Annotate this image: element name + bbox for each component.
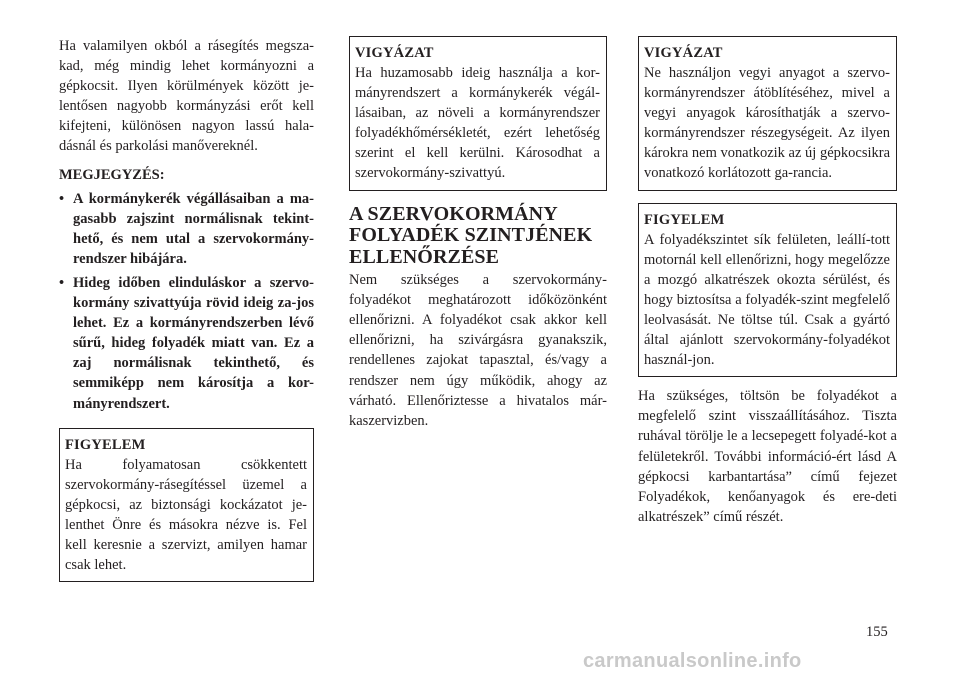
note-item	[59, 189, 314, 269]
note-heading: MEGJEGYZÉS:	[59, 166, 165, 183]
section-heading: A SZERVOKORMÁNY FOLYADÉK SZINTJÉNEK ELLENŐRZÉSE	[349, 202, 593, 268]
warning-box-figyelem	[638, 203, 897, 378]
warning-box-title: FIGYELEM	[644, 211, 725, 228]
left-column	[59, 36, 314, 582]
middle-column	[349, 36, 607, 431]
section-paragraph: Nem szükséges a szervokormány-folyadékot meghatározott időközönként ellenőrizni. A folyadékot csak akkor kell ellenőrizni, ha szivárgásra gyanakszik, rendellenes zajokat tapasztal, és/vagy a rendszer nem úgy működik, ahogy az várható. Ellenőriztesse a hivatalos már-kaszervizben.	[349, 272, 607, 429]
warning-box-title: FIGYELEM	[65, 436, 146, 453]
note-item	[59, 273, 314, 414]
watermark: carmanualsonline.info	[583, 650, 802, 672]
warning-box-text: A folyadékszintet sík felületen, leállí-tott motornál kell ellenőrizni, hogy megelőzze a mozgó alkatrészek okozta sérülést, és hogy biztosítsa a folyadék-szint megfelelő leolvasását. Ne töltse túl. Csak a gyártó által ajánlott szervokormány-folyadékot használ-jon.	[644, 231, 890, 369]
bullet-icon: •	[59, 274, 65, 291]
page-number: 155	[866, 624, 888, 640]
caution-box-title: VIGYÁZAT	[355, 45, 434, 61]
right-column	[638, 36, 897, 527]
caution-box-text: Ne használjon vegyi anyagot a szervo-kormányrendszer átöblítéséhez, mivel a vegyi anyagok károsíthatják a szervo-kormányrendszer részegységeit. Az ilyen károkra nem vonatkozik az új gépkocsikra vonatkozó korlátozott ga-rancia.	[644, 65, 891, 182]
caution-box-vigyazat	[349, 36, 607, 191]
caution-box-text: Ha huzamosabb ideig használja a kor-mányrendszert a kormánykerék végál-lásaiban, az növeli a kormányrendszer folyadékhőmérsékletét, ezért lehetőség szerint el kell kerülni. Károsodhat a szervokormány-szivattyú.	[355, 65, 600, 182]
bullet-icon: •	[59, 190, 65, 207]
intro-paragraph: Ha valamilyen okból a rásegítés megsza-kad, még mindig lehet kormányozni a gépkocsit. Ilyen körülmények között je-lentősen nagyobb kormányzási erőt kell kifejteni, különösen nagyon lassú hala-dásnál és parkolási manővereknél.	[59, 38, 314, 155]
note-text: A kormánykerék végállásaiban a ma-gasabb zajszint normálisnak tekint-hető, és nem utal a szervokormány-rendszer hibájára.	[73, 190, 314, 267]
caution-box-title: VIGYÁZAT	[644, 45, 723, 61]
note-list	[59, 189, 314, 414]
warning-box-text: Ha folyamatosan csökkentett szervokormány-rásegítéssel üzemel a gépkocsi, az biztonsági kockázatot je-lenthet Önre és másokra nézve is. Fel kell keresnie a szervizt, amilyen hamar csak lehet.	[65, 456, 307, 574]
refill-paragraph: Ha szükséges, töltsön be folyadékot a megfelelő szint visszaállításához. Tiszta ruhával törölje le a lecsepegett folyadé-kot a felületekről. További információ-ért lásd A gépkocsi karbantartása” című fejezet Folyadékok, kenőanyagok és ere-deti alkatrészek” című részét.	[638, 388, 897, 525]
caution-box-vigyazat	[638, 36, 897, 191]
warning-box-figyelem	[59, 428, 314, 583]
note-text: Hideg időben elinduláskor a szervo-kormány szivattyúja rövid ideig za-jos lehet. Ez a kormányrendszerben lévő sűrű, hideg folyadék miatt van. Ez a zaj normálisnak tekinthető, és semmiképp nem károsítja a kor-mányrendszert.	[73, 274, 314, 412]
